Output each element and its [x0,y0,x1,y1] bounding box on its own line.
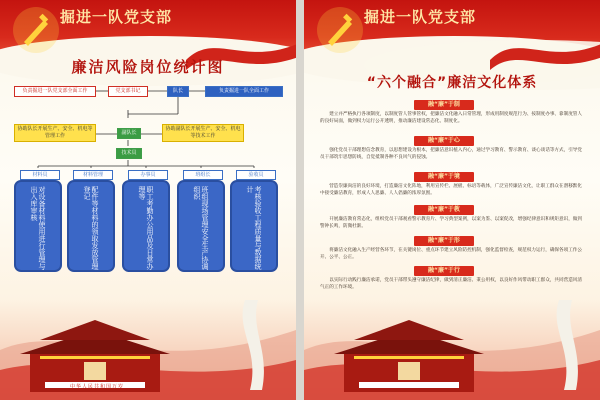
column-text: 考核验收工程质量与数据统计 [246,186,262,270]
column-material-clerk [14,172,62,272]
section-label: 融“廉”于行 [414,266,474,276]
secretary-duty-box: 负责掘进一队党支部全面工作 [14,86,96,97]
tiananmen-scene [0,290,296,400]
system-title: “六个融合”廉洁文化体系 [366,75,538,91]
section-text: 将廉洁文化融入生产经营各环节，在关键岗位、重点环节建立风险防控机制，强化监督检查，规范权力运行，确保各项工作公开、公平、公正。 [320,248,582,260]
column-material-management [67,172,115,272]
column-caption: 班组长 [183,170,223,180]
tiananmen-sign: 中华人民共和国万岁 [69,384,124,390]
section-label: 融“廉”于教 [414,205,474,215]
deputy-box: 副队长 [117,128,141,139]
column-caption: 验收员 [236,170,276,180]
header-title: 掘进一队党支部 [364,8,477,26]
red-ribbon [490,30,600,70]
tiananmen-scene [304,290,600,400]
section-text: 强化党员干部理想信念教育，以思想建设为根本，把廉洁意识植入内心，通过学习教育、警示教育、谈心谈话等方式，引导党员干部筑牢思想防线，自觉抵制各种不良风气的侵蚀。 [320,148,582,160]
right-panel [304,0,600,400]
captain-duty-box: 负责掘进一队全面工作 [205,86,283,97]
deputy-duty-box: 协助队长开展生产、安全、机电等管理工作 [14,124,96,142]
column-caption: 材料管理 [73,170,113,180]
section-text: 建立并严格执行各项制度，以制度管人管事管权，把廉洁文化融入日常管理，形成用制度规范行为、按制度办事、靠制度管人的良好局面，做到权力运行公开透明，推动廉洁建设常态化、制度化。 [320,112,582,124]
column-clerk [122,172,170,272]
column-caption: 材料员 [20,170,60,180]
section-text: 营造崇廉尚洁的良好环境，打造廉洁文化阵地，利用宣传栏、展板、标语等载体，广泛宣传廉洁文化，让职工群众在潜移默化中接受廉洁教育，形成人人思廉、人人倡廉的浓厚氛围。 [320,184,582,196]
column-text: 对设备材料使用进行管理与出入库审核 [30,186,46,270]
section-label: 融“廉”于心 [414,136,474,146]
section-label: 融“廉”于制 [414,100,474,110]
section-text: 以实际行动践行廉洁承诺，党员干部带头遵守廉洁纪律，做到清正廉洁、秉公用权，以良好作风带动职工群众，共同营造风清气正的工作环境。 [320,278,582,290]
chart-title: 廉洁风险岗位统计图 [71,58,225,76]
column-caption: 办事员 [128,170,168,180]
column-text: 配件等材料的领取发放管理登记 [83,186,99,270]
column-text: 班组现场管理安全生产协调组织 [193,186,209,270]
secretary-box: 党支部书记 [108,86,148,97]
column-inspector [230,172,278,272]
column-team-leader [177,172,225,272]
left-panel [0,0,296,400]
captain-box: 队长 [167,86,189,97]
technician-box: 技术员 [116,148,142,159]
section-text: 开展廉洁教育常态化，组织党员干部观看警示教育片、学习典型案例，以案为鉴、以案促改，增强纪律意识和规矩意识，做到警钟长鸣，防微杜渐。 [320,217,582,229]
section-label: 融“廉”于形 [414,236,474,246]
section-label: 融“廉”于境 [414,172,474,182]
party-emblem-icon [314,4,366,56]
tech-duty-box: 协助副队长开展生产、安全、机电等技术工作 [162,124,244,142]
column-text: 职工考勤办公用品及日常办理等 [138,186,154,270]
header-title: 掘进一队党支部 [60,8,173,26]
